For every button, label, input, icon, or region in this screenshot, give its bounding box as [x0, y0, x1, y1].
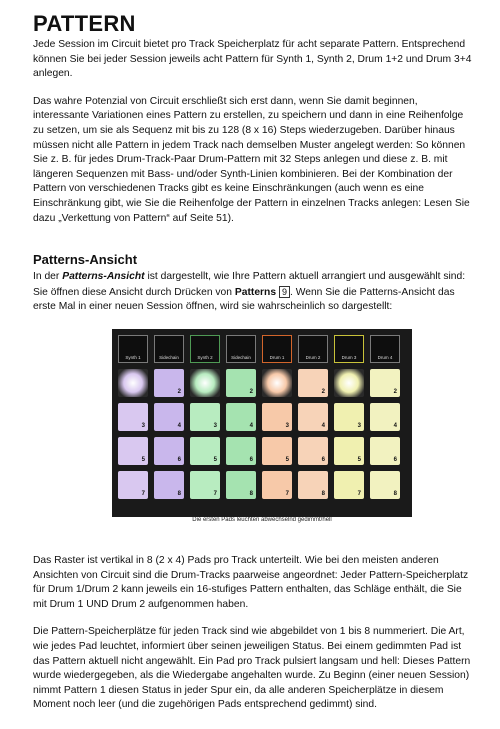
pad-number: 6 — [321, 457, 325, 463]
track-label: Sidechain — [159, 355, 179, 360]
view-name: Patterns-Ansicht — [62, 271, 145, 283]
pattern-pad[interactable] — [334, 471, 364, 499]
pattern-pad[interactable] — [370, 471, 400, 499]
pad-number: 5 — [285, 457, 289, 463]
track-button-3[interactable] — [190, 335, 220, 363]
pad-number: 7 — [285, 491, 289, 497]
track-label: Drum 4 — [377, 355, 393, 360]
pattern-pad[interactable] — [262, 437, 292, 465]
pattern-pad[interactable] — [226, 437, 256, 465]
status-paragraph: Die Pattern-Speicherplätze für jeden Track sind wie abgebildet von 1 bis 8 nummeriert. Die Art, wie jedes Pad leuchtet, informiert über seinen jeweiligen Status. Bei einem gedimmten Pad ist das Pattern aktuell nicht angewählt. Ein Pad pro Track pulsiert langsam und hell: Dieses Pattern wurde wiedergegeben, als die Wiedergabe angehalten wurde. Zu Beginn (einer neuen Session) nimmt Pattern 1 diesen Status in jeder Spur ein, da alle anderen Speicherplätze in diesem Moment noch leer (und die zugehörigen Pads entsprechend gedimmt) sind. — [33, 626, 471, 711]
pattern-pad[interactable] — [370, 369, 400, 397]
pad-number: 2 — [321, 389, 325, 395]
track-button-4[interactable] — [226, 335, 256, 363]
track-label: Drum 2 — [305, 355, 321, 360]
pad-number: 4 — [393, 423, 397, 429]
track-button-8[interactable] — [370, 335, 400, 363]
track-label: Drum 3 — [341, 355, 357, 360]
pad-number: 4 — [321, 423, 325, 429]
track-button-7[interactable] — [334, 335, 364, 363]
pad-number: 2 — [249, 389, 253, 395]
track-buttons — [118, 335, 406, 363]
pattern-pad[interactable] — [334, 403, 364, 431]
pad-number: 8 — [393, 491, 397, 497]
pattern-pad[interactable] — [118, 369, 148, 397]
grid-paragraph: Das Raster ist vertikal in 8 (2 x 4) Pads pro Track unterteilt. Wie bei den meisten anderen Ansichten von Circuit sind die Drum-Tracks paarweise angeordnet: Jeder Pattern-Speicherplatz für Drum 1/Drum 2 kann jeweils ein 16-stufiges Pattern enthalten, das Schläge enthält, die Sie mit Drum 1 UND Drum 2 aufgenommen haben. — [33, 555, 469, 610]
track-button-2[interactable] — [154, 335, 184, 363]
lower-text — [33, 554, 473, 713]
pattern-pad[interactable] — [190, 403, 220, 431]
section-title: Patterns-Ansicht — [33, 252, 138, 268]
pad-number: 8 — [177, 491, 181, 497]
pad-number: 3 — [357, 423, 361, 429]
button-name: Patterns — [234, 286, 277, 298]
document-page — [33, 0, 473, 315]
track-button-1[interactable] — [118, 335, 148, 363]
pad-number: 4 — [177, 423, 181, 429]
pattern-pad[interactable] — [190, 471, 220, 499]
pattern-pad[interactable] — [190, 369, 220, 397]
pattern-pad[interactable] — [262, 471, 292, 499]
pattern-pad[interactable] — [154, 471, 184, 499]
pad-number: 2 — [393, 389, 397, 395]
pad-number: 6 — [393, 457, 397, 463]
pattern-pad[interactable] — [226, 403, 256, 431]
track-button-5[interactable] — [262, 335, 292, 363]
pattern-pad[interactable] — [298, 471, 328, 499]
pattern-pad[interactable] — [226, 471, 256, 499]
pattern-pad[interactable] — [190, 437, 220, 465]
pattern-pad[interactable] — [154, 369, 184, 397]
intro-paragraph: Jede Session im Circuit bietet pro Track Speicherplatz für acht separate Pattern. Entsprechend können Sie bei jeder Session jeweils acht Pattern für Synth 1, Synth 2, Drum 1+2 und Drum 3+4 anlegen. — [33, 39, 472, 80]
figure-caption: Die ersten Pads leuchten abwechselnd gedimmt/hell — [192, 517, 332, 523]
pad-number: 3 — [213, 423, 217, 429]
pattern-pad[interactable] — [262, 369, 292, 397]
pad-number: 5 — [141, 457, 145, 463]
button-number: 9 — [279, 286, 290, 298]
pad-number: 5 — [357, 457, 361, 463]
pattern-pad[interactable] — [298, 369, 328, 397]
pattern-pad[interactable] — [262, 403, 292, 431]
patterns-view-paragraph: In der Patterns-Ansicht ist dargestellt, wie Ihre Pattern aktuell arrangiert und ausgewählt sind: Sie öffnen diese Ansicht durch Drücken von Patterns 9 . Wenn Sie die Patterns-Ansicht das erste Mal in einer neuen Session öffnen, wird sie wahrscheinlich so dargestellt: — [33, 271, 466, 313]
pattern-pad[interactable] — [154, 403, 184, 431]
pattern-pad[interactable] — [118, 403, 148, 431]
pad-number: 8 — [321, 491, 325, 497]
pattern-pad[interactable] — [298, 403, 328, 431]
pad-number: 2 — [177, 389, 181, 395]
pad-number: 6 — [249, 457, 253, 463]
track-label: Drum 1 — [269, 355, 285, 360]
pad-number: 6 — [177, 457, 181, 463]
track-label: Synth 2 — [197, 355, 213, 360]
pattern-pad[interactable] — [298, 437, 328, 465]
pattern-pad[interactable] — [334, 437, 364, 465]
pattern-pad[interactable] — [154, 437, 184, 465]
pad-number: 4 — [249, 423, 253, 429]
pad-number: 7 — [357, 491, 361, 497]
pattern-pad[interactable] — [118, 437, 148, 465]
pad-number: 3 — [141, 423, 145, 429]
pattern-grid-figure — [112, 329, 412, 517]
pattern-pad[interactable] — [118, 471, 148, 499]
pad-number: 7 — [213, 491, 217, 497]
pad-number: 5 — [213, 457, 217, 463]
pattern-pad[interactable] — [370, 403, 400, 431]
track-button-6[interactable] — [298, 335, 328, 363]
page-title: PATTERN — [33, 11, 136, 36]
pad-number: 8 — [249, 491, 253, 497]
track-label: Sidechain — [231, 355, 251, 360]
potential-paragraph: Das wahre Potenzial von Circuit erschließt sich erst dann, wenn Sie damit beginnen, interessante Variationen eines Pattern zu erstellen, zu speichern und dann in eine Reihenfolge zu setzen, um sie als Sequenz mit bis zu 128 (8 x 16) Steps wiederzugeben. Darüber hinaus müssen nicht alle Pattern in jedem Track nach demselben Muster angelegt werden: So können Sie z. B. für jedes Drum-Track-Paar Drum-Pattern mit 32 Steps anlegen und diese z. B. mit längeren Sequenzen mit Bass- und/oder Synth-Linien kombinieren. Bei der Kombination der Pattern von verschiedenen Tracks gibt es keine Einschränkungen (auch wenn es eine Einschränkung gibt, wie Sie die Reihenfolge der Pattern in einzelnen Tracks anlegen: Lesen Sie dazu „Verkettung von Pattern“ auf Seite 51). — [33, 95, 470, 224]
pad-number: 7 — [141, 491, 145, 497]
pattern-pad[interactable] — [334, 369, 364, 397]
pattern-pad[interactable] — [370, 437, 400, 465]
pattern-pad[interactable] — [226, 369, 256, 397]
track-label: Synth 1 — [125, 355, 141, 360]
pad-number: 3 — [285, 423, 289, 429]
